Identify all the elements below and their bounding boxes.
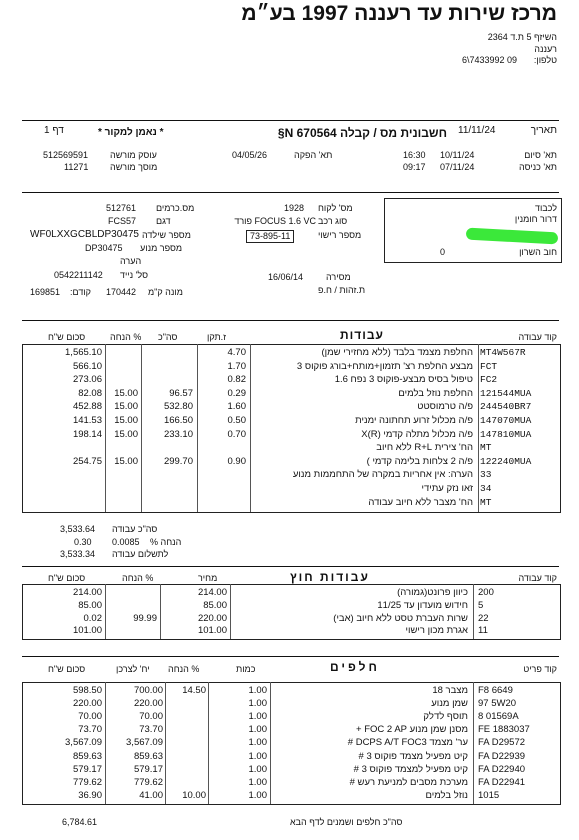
- labor-row-hours: 4.70: [227, 347, 246, 358]
- parts-row-discount: 10.00: [182, 789, 206, 801]
- chassis-label: מספר שילדה: [142, 230, 191, 240]
- labor-row: [0, 442, 579, 453]
- labor-discount-pct: 0.0085: [112, 537, 140, 547]
- parts-row: [0, 711, 579, 722]
- plate-number: 73-895-11: [246, 230, 294, 243]
- customer-no-label: מס' לקוח: [318, 203, 353, 213]
- header-divider: [22, 120, 559, 121]
- parts-row: [0, 764, 579, 775]
- parts-row-unit: 700.00: [133, 685, 163, 696]
- labor-row: [0, 401, 579, 412]
- parts-row-qty: 1.00: [248, 789, 267, 801]
- labor-row-desc: הערה: אין אחריות במקרה של התחממות מנוע: [292, 469, 473, 481]
- odometer-label: מונה ק"מ: [148, 287, 183, 297]
- parts-row-amount: 73.70: [78, 724, 102, 736]
- labor-row-discount: 15.00: [114, 401, 138, 413]
- company-address: השיזף 5 ת.ד 2364: [487, 32, 557, 42]
- labor-row-code: MT4W567R: [480, 347, 526, 358]
- labor-row: [0, 361, 579, 372]
- parts-row-desc: מסנן שמן מנוע FOC 2 AP +: [356, 724, 468, 736]
- customer-to-label: לכבוד: [534, 203, 557, 213]
- exit-time: 16:30: [403, 150, 426, 160]
- external-row-desc: אגרת מכון רישוי: [405, 625, 468, 637]
- engine-label: מספר מנוע: [140, 243, 183, 253]
- parts-row-amount: 598.50: [72, 685, 102, 696]
- labor-row-hours: 1.60: [227, 401, 246, 413]
- labor-total-label: סה"כ עבודה: [112, 524, 158, 534]
- labor-row-desc: טיפול בסיס מבצע-פוקוס 3 נפח 1.6: [334, 374, 473, 386]
- parts-row-code: 1015: [478, 789, 500, 801]
- company-phone-label: טלפון:: [533, 55, 557, 65]
- parts-row-qty: 1.00: [248, 685, 267, 696]
- labor-row-amount: 566.10: [72, 360, 102, 372]
- parts-row-desc: מערכת מסבים למניעת רעש #: [349, 776, 468, 788]
- labor-row: [0, 429, 579, 440]
- parts-row-code: 8 01569A: [478, 711, 519, 723]
- external-row: [0, 625, 579, 636]
- external-row: [0, 600, 579, 611]
- parts-row-unit: 73.70: [139, 724, 163, 736]
- external-row-amount: 0.02: [83, 612, 102, 624]
- labor-row-code: MT: [480, 496, 492, 508]
- labor-discount-label: הנחה %: [150, 537, 182, 547]
- chassis-value: WF0LXXGCBLDP30475: [30, 229, 139, 240]
- parts-row: [0, 777, 579, 788]
- parts-row-qty: 1.00: [248, 763, 267, 775]
- external-row-code: 22: [478, 612, 489, 624]
- external-discount-header: % הנחה: [122, 573, 154, 583]
- parts-amount-header: סכום ש"ח: [48, 664, 86, 674]
- labor-row-total: 532.80: [163, 401, 193, 413]
- external-amount-header: סכום ש"ח: [48, 573, 86, 583]
- parts-row-qty: 1.00: [248, 737, 267, 749]
- parts-row-code: FA D22940: [478, 763, 526, 775]
- parts-qty-header: כמות: [236, 664, 256, 674]
- parts-row-unit: 220.00: [133, 698, 163, 710]
- parts-row-qty: 1.00: [248, 711, 267, 723]
- parts-row-code: FA D29572: [478, 737, 526, 749]
- parts-row-qty: 1.00: [248, 750, 267, 762]
- labor-row: [0, 388, 579, 399]
- labor-row-hours: 0.90: [227, 455, 246, 467]
- parts-total-label: סה"כ חלפים ושמנים לדף הבא: [290, 817, 403, 827]
- date-label: תאריך: [530, 125, 557, 136]
- external-row-amount: 101.00: [72, 625, 102, 637]
- external-row-code: 11: [478, 625, 488, 637]
- parts-total: 6,784.61: [62, 817, 98, 827]
- labor-pay: 3,533.34: [60, 549, 96, 559]
- labor-row-hours: 1.70: [227, 360, 246, 372]
- external-row-price: 220.00: [197, 612, 227, 624]
- labor-row-desc: החלפת מצמד בלבד (ללא מחזירי שמן): [321, 347, 473, 358]
- labor-row-desc: פ/ה מכלול מתלה קדמי X(R): [361, 428, 473, 440]
- labor-discount-header: % הנחה: [110, 332, 142, 342]
- model-value: FCS57: [108, 216, 137, 226]
- labor-row-total: 233.10: [163, 428, 193, 440]
- licensed-garage-value: 11271: [64, 162, 89, 172]
- customer-divider: [22, 320, 559, 321]
- labor-row-hours: 0.82: [227, 374, 246, 386]
- licensed-dealer-label: עוסק מורשה: [110, 150, 157, 160]
- parts-row-qty: 1.00: [248, 724, 267, 736]
- note-label: הערה: [120, 256, 142, 266]
- labor-row-code: 121544MUA: [480, 387, 532, 399]
- external-row-desc: חידוש מועדון עד 11/25: [377, 599, 468, 611]
- parts-row-desc: נוזל בלמים: [425, 789, 468, 801]
- parts-code-header: קוד פריט: [523, 664, 557, 674]
- external-divider: [22, 566, 559, 567]
- parts-row-unit: 3,567.09: [126, 737, 163, 749]
- labor-row-code: 244540BR7: [480, 401, 532, 413]
- mobile-value: 0542211142: [54, 270, 103, 280]
- labor-row-desc: פ/ה טרמוסטט: [417, 401, 473, 413]
- delivery-value: 16/06/14: [268, 272, 304, 282]
- labor-row-desc: פ/ה 2 צלחות בלימה קדמי ): [366, 455, 473, 467]
- labor-row-discount: 15.00: [114, 387, 138, 399]
- parts-row-desc: קיט מפעיל למצמד פוקוס 3 #: [353, 763, 468, 775]
- parts-row-desc: תוסף לדלק: [423, 711, 468, 723]
- labor-row-desc: הח' צירית R+L ללא חיוב: [376, 442, 473, 454]
- labor-row-hours: 0.29: [227, 387, 246, 399]
- labor-discount: 0.30: [74, 537, 92, 547]
- external-row-code: 5: [478, 599, 484, 611]
- parts-row-unit: 70.00: [139, 711, 163, 723]
- karmes-value: 512761: [106, 203, 137, 213]
- labor-row: [0, 456, 579, 467]
- external-title: עבודות חוץ: [290, 570, 370, 584]
- parts-title: חלפים: [330, 660, 380, 674]
- labor-row: [0, 374, 579, 385]
- labor-row-hours: 0.70: [227, 428, 246, 440]
- car-type: FOCUS 1.6 VC פורד: [234, 216, 316, 226]
- labor-row-hours: 0.50: [227, 415, 246, 426]
- external-row-code: 200: [478, 587, 494, 598]
- labor-row-amount: 452.88: [72, 401, 102, 413]
- parts-row-unit: 579.17: [133, 763, 163, 775]
- prev-label: קודם:: [70, 287, 91, 297]
- external-row-price: 214.00: [197, 587, 227, 598]
- labor-row-code: FCT: [480, 360, 498, 372]
- parts-row-discount: 14.50: [182, 685, 206, 696]
- labor-row-code: 147810MUA: [480, 428, 532, 440]
- labor-total: 3,533.64: [60, 524, 96, 534]
- parts-row-code: FA D22941: [478, 776, 526, 788]
- issue-date: 04/05/26: [232, 150, 268, 160]
- delivery-label: מסירה: [326, 272, 351, 282]
- company-name: מרכז שירות עד רעננה 1997 בע״מ: [241, 2, 557, 25]
- external-row-amount: 85.00: [78, 599, 102, 611]
- parts-discount-header: % הנחה: [168, 664, 200, 674]
- labor-row-code: 33: [480, 469, 492, 481]
- parts-row-unit: 859.63: [133, 750, 163, 762]
- parts-row-amount: 859.63: [72, 750, 102, 762]
- parts-row-desc: קיט מפעיל מצמד פוקוס 3 #: [358, 750, 468, 762]
- parts-row-desc: ער' מצמד DCPS A/T FOC3 #: [347, 737, 468, 749]
- parts-row-amount: 3,567.09: [65, 737, 102, 749]
- info-divider: [22, 192, 559, 193]
- labor-row: [0, 347, 579, 358]
- mobile-label: סל' נייד: [120, 270, 149, 280]
- labor-code-header: קוד עבודה: [518, 332, 557, 342]
- external-row-amount: 214.00: [72, 587, 102, 598]
- engine-value: DP30475: [85, 243, 123, 253]
- original-mark: * נאמן למקור *: [98, 127, 164, 138]
- labor-hours-header: ז.תקן: [207, 332, 227, 342]
- labor-total-header: סה"כ: [158, 332, 178, 342]
- parts-row-code: 97 5W20: [478, 698, 517, 710]
- labor-row-code: 34: [480, 483, 492, 494]
- labor-row-total: 96.57: [169, 387, 193, 399]
- parts-row-unit: 41.00: [139, 789, 163, 801]
- entry-date: 07/11/24: [440, 162, 475, 172]
- labor-row-discount: 15.00: [114, 455, 138, 467]
- parts-row-unit: 779.62: [133, 776, 163, 788]
- labor-row-amount: 198.14: [72, 428, 102, 440]
- external-row-price: 85.00: [203, 599, 227, 611]
- page-number: דף 1: [44, 125, 64, 136]
- parts-row-amount: 36.90: [78, 789, 102, 801]
- parts-row-code: FA D22939: [478, 750, 526, 762]
- parts-row-desc: מצבר 18: [432, 685, 468, 696]
- document-title: חשבונית מס / קבלה 670564 N§: [277, 126, 447, 140]
- parts-row-qty: 1.00: [248, 776, 267, 788]
- labor-row-amount: 141.53: [72, 415, 102, 426]
- labor-row-amount: 254.75: [72, 455, 102, 467]
- parts-divider: [22, 656, 559, 657]
- parts-row: [0, 685, 579, 696]
- parts-row: [0, 737, 579, 748]
- parts-row-qty: 1.00: [248, 698, 267, 710]
- labor-row-amount: 1,565.10: [65, 347, 102, 358]
- debt-value: 0: [440, 247, 446, 257]
- labor-row-amount: 273.06: [72, 374, 102, 386]
- licensed-garage-label: מוסך מורשה: [110, 162, 158, 172]
- parts-row: [0, 751, 579, 762]
- external-row-price: 101.00: [197, 625, 227, 637]
- prev-odometer: 169851: [30, 287, 61, 297]
- external-row-desc: שרות העברת טסט ללא חיוב (אבי): [333, 612, 468, 624]
- plate-label: מספר רישוי: [318, 230, 362, 240]
- labor-pay-label: לתשלום עבודה: [112, 549, 169, 559]
- labor-row: [0, 415, 579, 426]
- entry-time: 09:17: [403, 162, 426, 172]
- parts-row-amount: 779.62: [72, 776, 102, 788]
- customer-no: 1928: [284, 203, 305, 213]
- licensed-dealer-value: 512569591: [43, 150, 89, 160]
- parts-row-amount: 70.00: [78, 711, 102, 723]
- parts-row-amount: 220.00: [72, 698, 102, 710]
- external-price-header: מחיר: [198, 573, 218, 583]
- issue-label: תא' הפקה: [294, 150, 333, 160]
- labor-row-code: 122240MUA: [480, 455, 532, 467]
- labor-row-desc: מבצע החלפת רצ' תזמון+מותח+בורג פוקוס 3: [296, 360, 473, 372]
- parts-row-code: FE 1883037: [478, 724, 530, 736]
- company-phone: 6\7433992 09: [461, 55, 517, 65]
- labor-row-discount: 15.00: [114, 428, 138, 440]
- labor-row-code: FC2: [480, 374, 498, 386]
- labor-row-desc: זאו נזק עתידי: [421, 483, 473, 494]
- labor-title: עבודות: [340, 328, 384, 342]
- debt-label: חוב השרון: [519, 247, 557, 257]
- parts-row-amount: 579.17: [72, 763, 102, 775]
- external-row: [0, 587, 579, 598]
- labor-row-total: 166.50: [163, 415, 193, 426]
- labor-row-desc: החלפת נוזל בלמים: [398, 387, 473, 399]
- labor-row: [0, 469, 579, 480]
- external-row: [0, 613, 579, 624]
- model-label: דגם: [156, 216, 171, 226]
- exit-label: תא' סיום: [524, 150, 557, 160]
- exit-date: 10/11/24: [440, 150, 475, 160]
- parts-row-desc: שמן מנוע: [431, 698, 468, 710]
- labor-row-desc: פ/ה מכלול זרוע תחתונה ימנית: [355, 415, 473, 426]
- labor-row-desc: הח' מצבר ללא חיוב עבודה: [368, 496, 473, 508]
- date-value: 11/11/24: [458, 125, 496, 136]
- labor-row: [0, 483, 579, 494]
- parts-row: [0, 724, 579, 735]
- labor-row-discount: 15.00: [114, 415, 138, 426]
- labor-row-code: 147070MUA: [480, 415, 532, 426]
- external-row-discount: 99.99: [133, 612, 157, 624]
- external-code-header: קוד עבודה: [518, 573, 557, 583]
- customer-name-label: דרור חומנין: [514, 214, 557, 224]
- odometer-value: 170442: [106, 287, 137, 297]
- labor-row-amount: 82.08: [78, 387, 102, 399]
- parts-row: [0, 790, 579, 801]
- labor-row-code: MT: [480, 442, 492, 454]
- entry-label: תא' כניסה: [519, 162, 557, 172]
- company-city: רעננה: [534, 44, 557, 54]
- car-type-label: סוג רכב: [318, 216, 348, 226]
- external-row-desc: כיוון פרונט(גמורה): [397, 587, 468, 598]
- parts-unit-header: יח' לצרכן: [116, 664, 150, 674]
- labor-row-total: 299.70: [163, 455, 193, 467]
- parts-row-code: F8 6649: [478, 685, 513, 696]
- labor-amount-header: סכום ש"ח: [48, 332, 86, 342]
- id-label: ת.זהות / ח.פ: [318, 285, 366, 295]
- karmes-label: מס.כרמים: [156, 203, 195, 213]
- labor-row: [0, 497, 579, 508]
- parts-row: [0, 698, 579, 709]
